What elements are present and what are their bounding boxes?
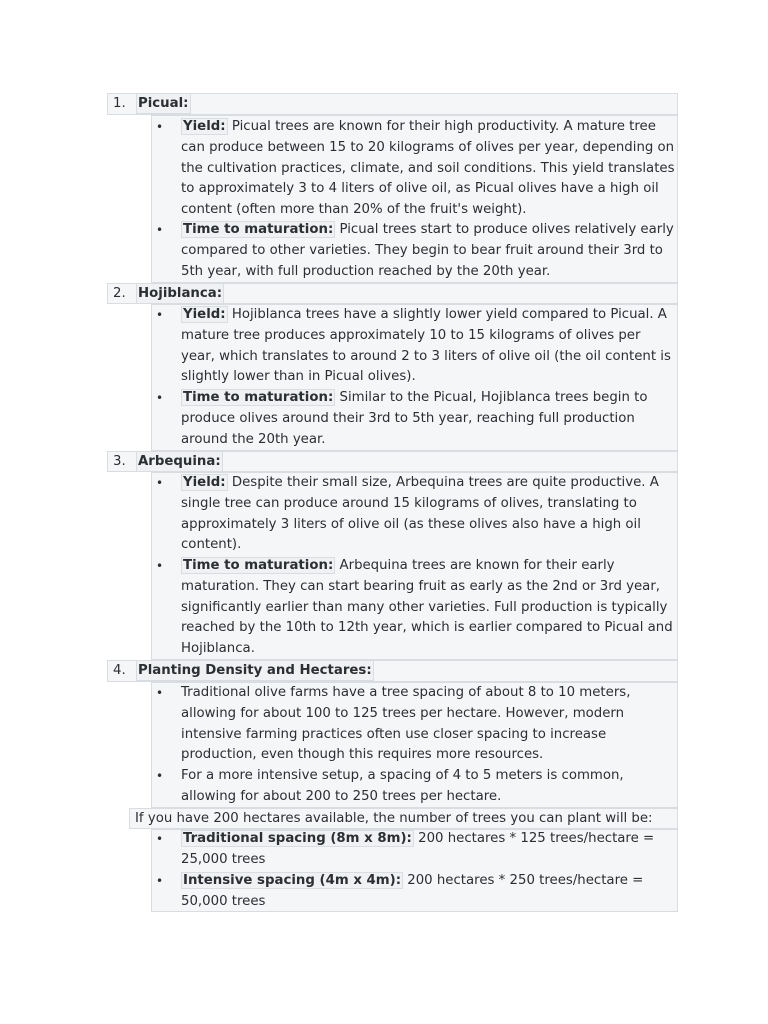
bullet-icon: • (156, 120, 164, 134)
item-label: Intensive spacing (4m x 4m): (183, 873, 402, 888)
bullet-icon: • (156, 559, 164, 573)
item-text: For a more intensive setup, a spacing of 4 to 5 meters is common, allowing for about 200 to 250 trees per hectare. (181, 768, 624, 804)
bullet-icon: • (156, 874, 164, 888)
item-label: Yield: (183, 475, 226, 490)
list-item (156, 473, 678, 556)
bullet-icon: • (156, 686, 164, 700)
bullet-icon: • (156, 476, 164, 490)
item-text: Picual trees are known for their high productivity. A mature tree can produce between 15 to 20 kilograms of olives per year, depending on the cultivation practices, climate, and soil conditions. This yield translates to approximately 3 to 4 liters of olive oil, as Picual olives have a high oil content (often more than 20% of the fruit's weight). (181, 119, 675, 218)
item-label: Traditional spacing (8m x 8m): (183, 831, 412, 846)
list-number: 3. (113, 454, 126, 469)
item-label: Time to maturation: (183, 390, 334, 405)
list-item (156, 556, 678, 660)
list-item (156, 220, 678, 282)
bullet-icon: • (156, 308, 164, 322)
list-item (156, 305, 678, 388)
item-label: Yield: (183, 119, 226, 134)
item-label: Time to maturation: (183, 222, 334, 237)
section-heading-box (107, 93, 678, 115)
item-text: Despite their small size, Arbequina trees are quite productive. A single tree can produce around 15 kilograms of olives, translating to approximately 3 liters of olive oil (as these olives also have a high oil content). (181, 475, 659, 553)
item-text: Traditional olive farms have a tree spacing of about 8 to 10 meters, allowing for about 100 to 125 trees per hectare. However, modern intensive farming practices often use closer spacing to increase production, even though this requires more resources. (181, 685, 631, 763)
bullet-icon: • (156, 391, 164, 405)
item-text: Picual trees start to produce olives relatively early compared to other varieties. They begin to bear fruit around their 3rd to 5th year, with full production reached by the 20th year. (181, 222, 674, 279)
section-title: Picual: (136, 93, 191, 114)
list-item (156, 871, 678, 913)
list-item (156, 117, 678, 221)
item-label: Yield: (183, 307, 226, 322)
item-text: 200 hectares * 250 trees/hectare = 50,000 trees (181, 873, 644, 909)
summary-text: If you have 200 hectares available, the number of trees you can plant will be: (135, 811, 653, 826)
bullet-icon: • (156, 769, 164, 783)
bullet-icon: • (156, 832, 164, 846)
list-number: 2. (113, 286, 126, 301)
list-item (156, 766, 678, 808)
item-text: Hojiblanca trees have a slightly lower yield compared to Picual. A mature tree produces approximately 10 to 15 kilograms of olives per year, which translates to around 2 to 3 liters of olive oil (the oil content is slightly lower than in Picual olives). (181, 307, 671, 385)
item-text: Arbequina trees are known for their early maturation. They can start bearing fruit as early as the 2nd or 3rd year, significantly earlier than many other varieties. Full production is typically reached by the 10th to 12th year, which is earlier compared to Picual and Hojiblanca. (181, 558, 673, 657)
list-item (156, 829, 678, 871)
list-item (156, 683, 678, 766)
list-item (156, 388, 678, 450)
item-text: Similar to the Picual, Hojiblanca trees begin to produce olives around their 3rd to 5th year, reaching full production around the 20th year. (181, 390, 648, 447)
list-number: 4. (113, 663, 126, 678)
list-number: 1. (113, 96, 126, 111)
item-text: 200 hectares * 125 trees/hectare = 25,000 trees (181, 831, 655, 867)
section-title: Arbequina: (136, 451, 223, 472)
section-title: Hojiblanca: (136, 283, 224, 304)
section-title: Planting Density and Hectares: (136, 660, 374, 681)
item-label: Time to maturation: (183, 558, 334, 573)
bullet-icon: • (156, 223, 164, 237)
